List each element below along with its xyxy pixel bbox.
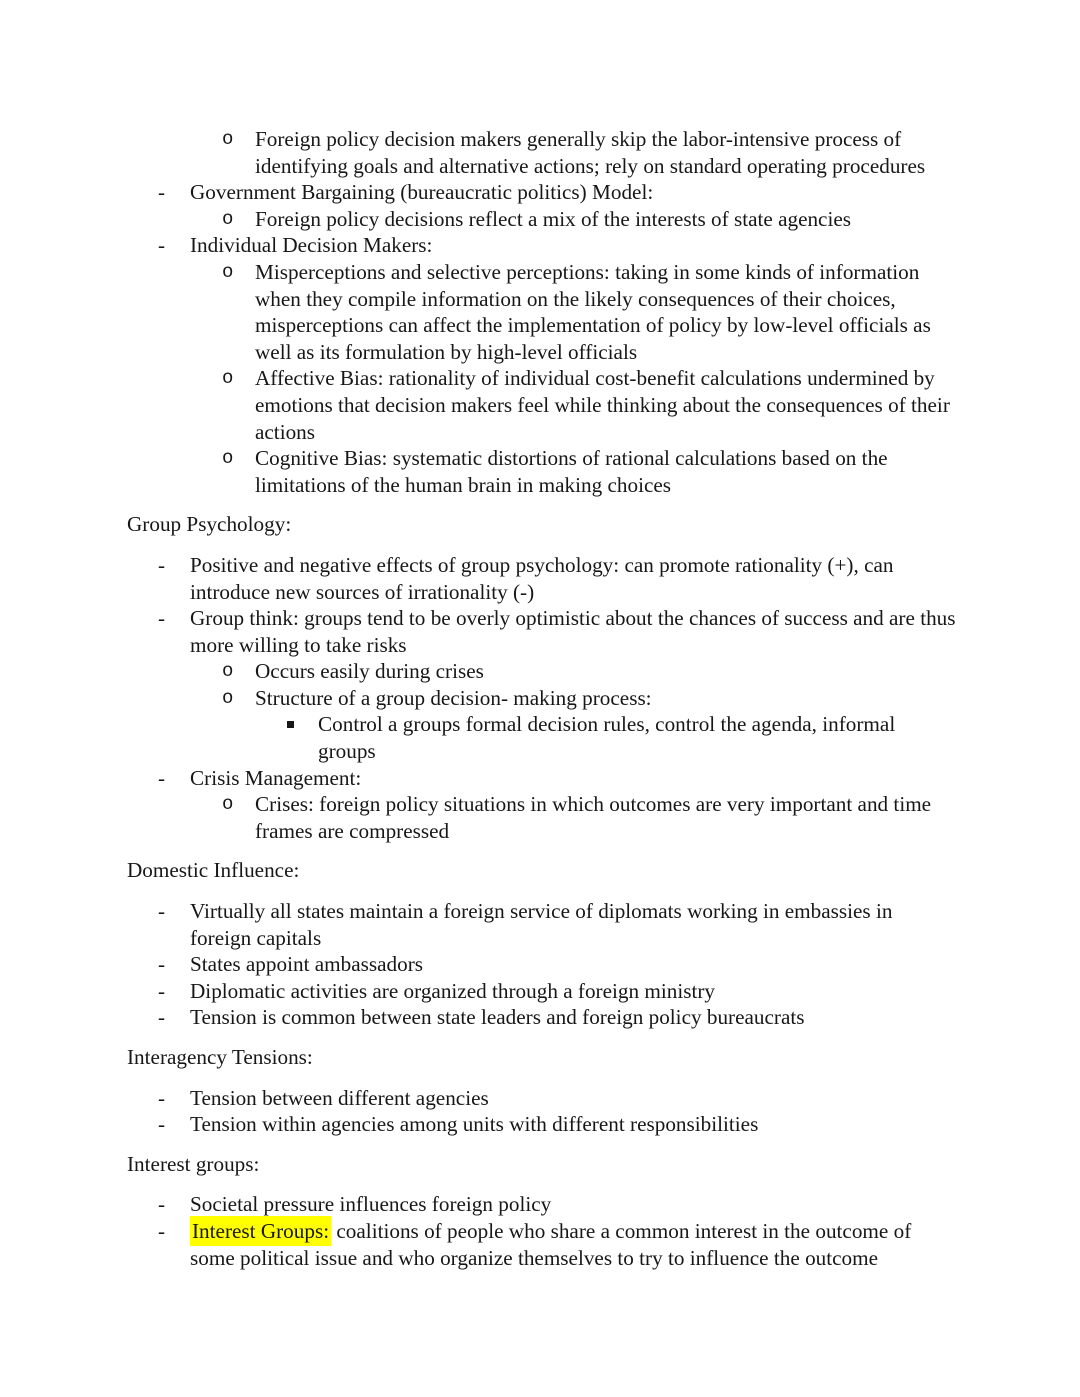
list-item (127, 206, 957, 233)
text-segment: Affective Bias: rationality of individual cost-benefit calculations undermined by emotions that decision makers feel while thinking about the consequences of their actions (255, 366, 950, 444)
dash-bullet-icon: - (158, 1005, 166, 1030)
list-item-text (190, 1005, 805, 1029)
list-item (127, 365, 957, 445)
list-item (127, 658, 957, 685)
circle-bullet-icon: o (222, 128, 234, 150)
list-item (127, 951, 957, 978)
text-segment: Crises: foreign policy situations in which outcomes are very important and time frames are compressed (255, 792, 932, 843)
document-content (127, 126, 957, 1271)
list-item-text (255, 127, 925, 178)
list-item (127, 605, 957, 658)
text-segment: Societal pressure influences foreign policy (190, 1192, 552, 1217)
section-heading-interagency-tensions: Interagency Tensions: (127, 1045, 313, 1069)
list-item-text (190, 1192, 551, 1216)
list-item (127, 1085, 957, 1112)
text-segment: Tension is common between state leaders and foreign policy bureaucrats (190, 1005, 805, 1030)
circle-bullet-icon: o (222, 660, 234, 683)
list-item-text (255, 446, 888, 497)
list-item-text (190, 979, 715, 1003)
list-item (127, 898, 957, 951)
text-segment: Foreign policy decisions reflect a mix of the interests of state agencies (255, 206, 852, 231)
list-item-text (255, 260, 931, 364)
list-item-text (190, 1216, 911, 1270)
list-item (127, 1218, 957, 1271)
text-segment: Occurs easily during crises (255, 659, 484, 684)
dash-bullet-icon: - (158, 978, 166, 1003)
dash-bullet-icon: - (158, 552, 166, 577)
dash-bullet-icon: - (158, 1192, 166, 1217)
text-segment: coalitions of people who share a common interest in the outcome of some political issue and who organize themselves to try to influence the outcome (190, 1218, 912, 1270)
text-segment: Foreign policy decision makers generally skip the labor-intensive process of identifying goals and alternative actions; rely on standard operating procedures (255, 127, 926, 178)
circle-bullet-icon: o (222, 447, 234, 470)
dash-bullet-icon: - (158, 1085, 166, 1110)
text-segment: Positive and negative effects of group psychology: can promote rationality (+), can introduce new sources of irrationality (-) (190, 552, 894, 604)
list-item-text (190, 233, 432, 257)
text-segment: Group think: groups tend to be overly optimistic about the chances of success and are thus more willing to take risks (190, 606, 956, 657)
list-item (127, 1004, 957, 1031)
list-item (127, 765, 957, 792)
dash-bullet-icon: - (158, 1218, 166, 1243)
list-item-text (190, 1112, 758, 1136)
list-item (127, 978, 957, 1005)
section-heading-interest-groups: Interest groups: (127, 1151, 260, 1176)
text-segment: Misperceptions and selective perceptions: taking in some kinds of information when they compile information on the likely consequences of their choices, misperceptions can affect the implementation of policy by low-level officials as well as its formulation by high-level officials (255, 259, 931, 364)
text-segment: Government Bargaining (bureaucratic politics) Model: (190, 180, 654, 205)
text-segment: Diplomatic activities are organized through a foreign ministry (190, 978, 716, 1003)
bullet-list (127, 552, 957, 845)
section-heading-domestic-influence: Domestic Influence: (127, 858, 300, 883)
dash-bullet-icon: - (158, 765, 166, 790)
text-segment: Crisis Management: (190, 765, 362, 790)
bullet-list (127, 1191, 957, 1271)
list-item (127, 711, 957, 764)
dash-bullet-icon: - (158, 233, 166, 258)
bullet-list (127, 898, 957, 1031)
text-segment: States appoint ambassadors (190, 952, 424, 977)
text-segment: Structure of a group decision- making process: (255, 685, 652, 710)
text-segment: Virtually all states maintain a foreign service of diplomats working in embassies in foreign capitals (190, 899, 893, 950)
list-item-text (318, 712, 895, 763)
list-item (127, 552, 957, 605)
list-item-text (190, 553, 893, 604)
dash-bullet-icon: - (158, 899, 166, 924)
list-item (127, 685, 957, 712)
dash-bullet-icon: - (158, 180, 166, 205)
circle-bullet-icon: o (222, 686, 234, 709)
section-heading-group-psychology: Group Psychology: (127, 512, 292, 537)
list-item-text (190, 952, 423, 976)
list-item (127, 1191, 957, 1218)
dash-bullet-icon: - (158, 606, 166, 631)
circle-bullet-icon: o (222, 793, 234, 816)
list-item (127, 1111, 957, 1138)
list-item-text (255, 659, 484, 683)
list-item (127, 232, 957, 259)
dash-bullet-icon: - (158, 952, 166, 977)
circle-bullet-icon: o (222, 260, 234, 283)
list-item (127, 259, 957, 365)
list-item-text (190, 1086, 489, 1110)
text-segment: Individual Decision Makers: (190, 233, 433, 258)
bullet-list (127, 1085, 957, 1138)
text-segment: Tension between different agencies (190, 1085, 489, 1110)
list-item-text (255, 686, 652, 710)
list-item-text (190, 899, 892, 950)
square-bullet-icon (287, 721, 294, 728)
list-item (127, 126, 957, 179)
highlighted-text: Interest Groups: (190, 1216, 331, 1246)
list-item-text (255, 792, 931, 843)
list-item (127, 445, 957, 498)
text-segment: Tension within agencies among units with different responsibilities (190, 1112, 759, 1137)
bullet-list (127, 126, 957, 498)
list-item-text (255, 366, 950, 443)
list-item (127, 179, 957, 206)
list-item-text (190, 766, 361, 790)
list-item-text (255, 207, 851, 231)
dash-bullet-icon: - (158, 1112, 166, 1137)
circle-bullet-icon: o (222, 207, 234, 230)
list-item-text (190, 180, 653, 204)
list-item (127, 791, 957, 844)
circle-bullet-icon: o (222, 367, 234, 390)
text-segment: Cognitive Bias: systematic distortions of rational calculations based on the limitations of the human brain in making choices (255, 446, 888, 497)
text-segment: Control a groups formal decision rules, control the agenda, informal groups (318, 712, 896, 764)
list-item-text (190, 606, 956, 657)
